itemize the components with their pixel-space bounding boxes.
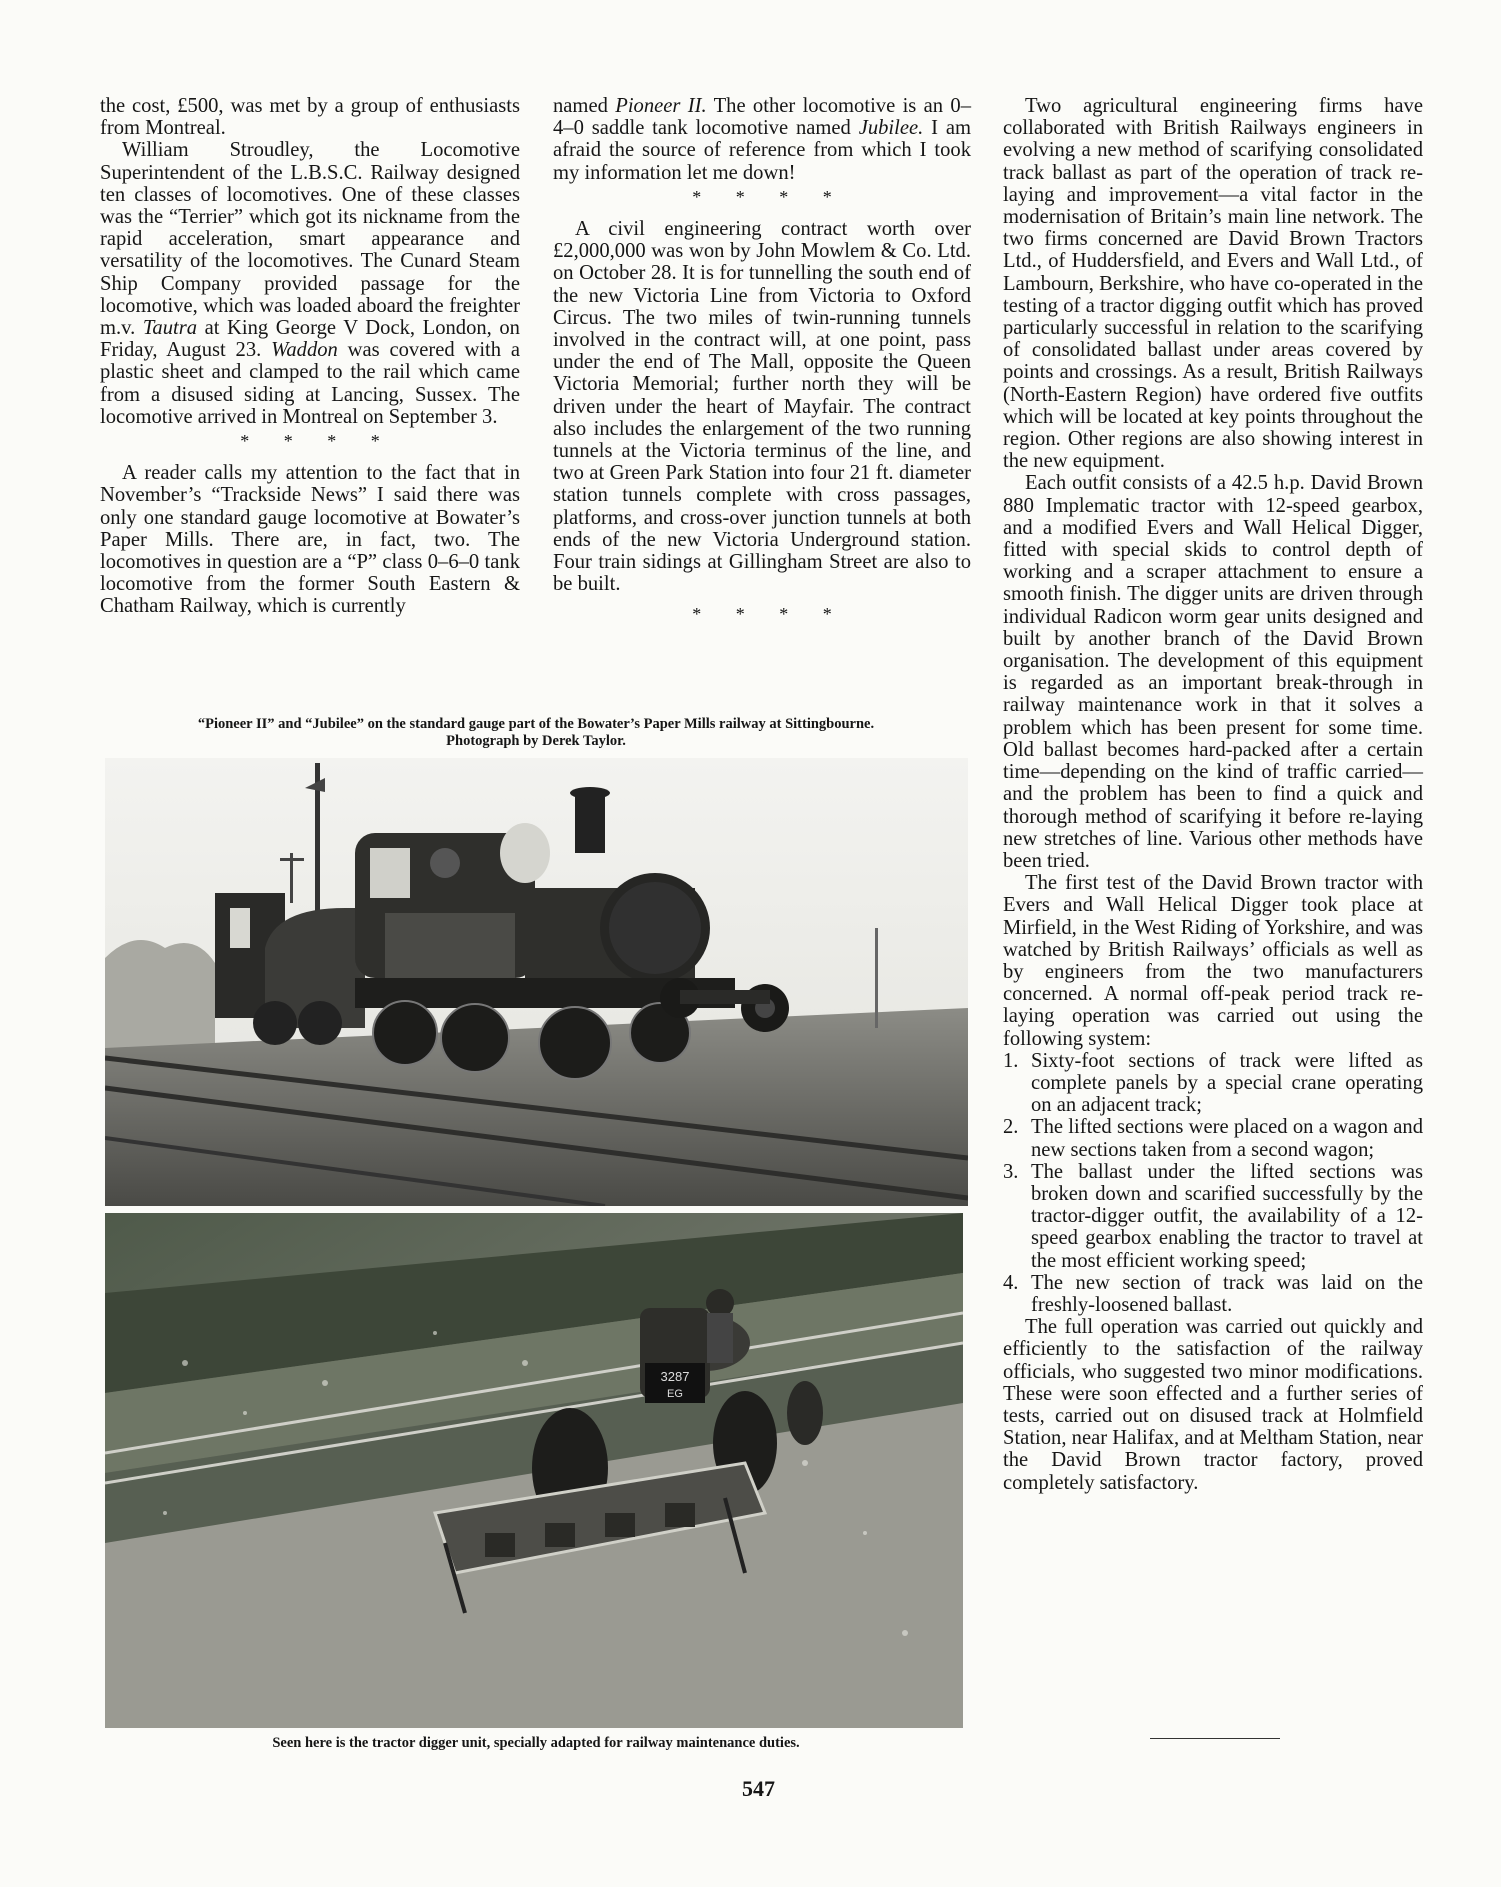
photo-locomotives	[105, 758, 968, 1206]
list-item: 3. The ballast under the lifted sections was broken down and scarified successfully by the tractor-digger outfit, the availability of a 12-speed gearbox enabling the tractor to travel at the most efficient working speed;	[1003, 1160, 1423, 1272]
list-item: 1. Sixty-foot sections of track were lifted as complete panels by a special crane operating on an adjacent track;	[1003, 1049, 1423, 1117]
paragraph: Two agricultural engineering firms have collaborated with British Railways engineers in evolving a new method of scarifying consolidated track ballast as part of the operation of track re-laying and improvement—a vital factor in the modernisation of Britain’s main line network. The two firms concerned are David Brown Tractors Ltd., of Huddersfield, and Evers and Wall Ltd., of Lambourn, Berkshire, who have co-operated in the testing of a tractor digging outfit which has proved particularly successful in relation to the scarifying of consolidated ballast under areas covered by points and crossings. As a result, British Railways (North-Eastern Region) have ordered five outfits which will be located at key points throughout the region. Other regions are also showing interest in the new equipment.	[1003, 95, 1423, 473]
section-divider: * * * *	[240, 431, 380, 452]
paragraph: A reader calls my attention to the fact that in November’s “Trackside News” I said there was only one standard gauge locomotive at Bowater’s Paper Mills. There are, in fact, two. The locomotives in question are a “P” class 0–6–0 tank locomotive from the former South Eastern & Chatham Railway, which is currently	[100, 462, 520, 618]
paragraph: William Stroudley, the Locomotive Superintendent of the L.B.S.C. Railway designed ten classes of locomotives. One of these classes was the “Terrier” which got its nickname from the rapid acceleration, smart appearance and versatility of the locomotives. The Cunard Steam Ship Company provided passage for the locomotive, which was loaded aboard the freighter m.v. Tautra at King George V Dock, London, on Friday, August 23. Waddon was covered with a plastic sheet and clamped to the rail which came from a disused siding at Lancing, Sussex. The locomotive arrived in Montreal on September 3.	[100, 139, 520, 428]
photo-caption-locomotives: “Pioneer II” and “Jubilee” on the standard gauge part of the Bowater’s Paper Mills railway at Sittingbourne. Photograph by Derek Taylor.	[197, 716, 875, 749]
section-divider: * * * *	[692, 186, 832, 207]
page-number: 547	[742, 1776, 775, 1801]
paragraph: the cost, £500, was met by a group of enthusiasts from Montreal.	[100, 95, 520, 140]
column-middle	[553, 95, 971, 636]
paragraph: named Pioneer II. The other locomotive is an 0–4–0 saddle tank locomotive named Jubilee. I am afraid the source of reference from which I took my information let me down!	[553, 95, 971, 184]
paragraph: Each outfit consists of a 42.5 h.p. David Brown 880 Implematic tractor with 12-speed gearbox, and a modified Evers and Wall Helical Digger, fitted with special skids to control depth of working and a scraper attachment to ensure a smooth finish. The digger units are driven through individual Radicon worm gear units designed and built by another branch of the David Brown organisation. The development of this equipment is regarded as an important break-through in railway maintenance work in that it solves a problem which has been present for some time. Old ballast becomes hard-packed after a certain time—depending on the kind of traffic carried—and the problem has been to find a quick and thorough method of scarifying it before re-laying new stretches of line. Various other methods have been tried.	[1003, 472, 1423, 872]
paragraph: The full operation was carried out quickly and efficiently to the satisfaction of the railway officials, who suggested two minor modifications. These were soon effected and a further series of tests, carried out on disused track at Holmfield Station, near Halifax, and at Meltham Station, near the David Brown tractor factory, proved completely satisfactory.	[1003, 1316, 1423, 1494]
column-left	[100, 95, 520, 618]
photo-tractor-digger	[105, 1213, 963, 1728]
photo-caption-tractor: Seen here is the tractor digger unit, specially adapted for railway maintenance duties.	[272, 1735, 800, 1751]
paragraph: The first test of the David Brown tractor with Evers and Wall Helical Digger took place at Mirfield, in the West Riding of Yorkshire, and was watched by British Railways’ officials as well as by engineers from the two manufacturers concerned. A normal off-peak period track re-laying operation was carried out using the following system:	[1003, 872, 1423, 1050]
end-rule	[1150, 1738, 1280, 1739]
list-item: 4. The new section of track was laid on the freshly-loosened ballast.	[1003, 1271, 1423, 1316]
numbered-list	[1003, 1050, 1423, 1316]
column-right	[1003, 95, 1423, 1494]
section-divider: * * * *	[692, 604, 832, 625]
paragraph: A civil engineering contract worth over £2,000,000 was won by John Mowlem & Co. Ltd. on October 28. It is for tunnelling the south end of the new Victoria Line from Victoria to Oxford Circus. The two miles of twin-running tunnels involved in the contract will, at one point, pass under the end of The Mall, opposite the Queen Victoria Memorial; further north they will be driven under the heart of Mayfair. The contract also includes the enlargement of the two running tunnels at the Victoria terminus of the line, and two at Green Park Station into four 21 ft. diameter station tunnels complete with cross passages, platforms, and cross-over junction tunnels at both ends of the new Victoria Underground station. Four train sidings at Gillingham Street are also to be built.	[553, 218, 971, 596]
plate-letters: EG	[667, 1388, 683, 1400]
plate-number: 3287	[660, 1369, 690, 1384]
list-item: 2. The lifted sections were placed on a wagon and new sections taken from a second wagon;	[1003, 1116, 1423, 1161]
